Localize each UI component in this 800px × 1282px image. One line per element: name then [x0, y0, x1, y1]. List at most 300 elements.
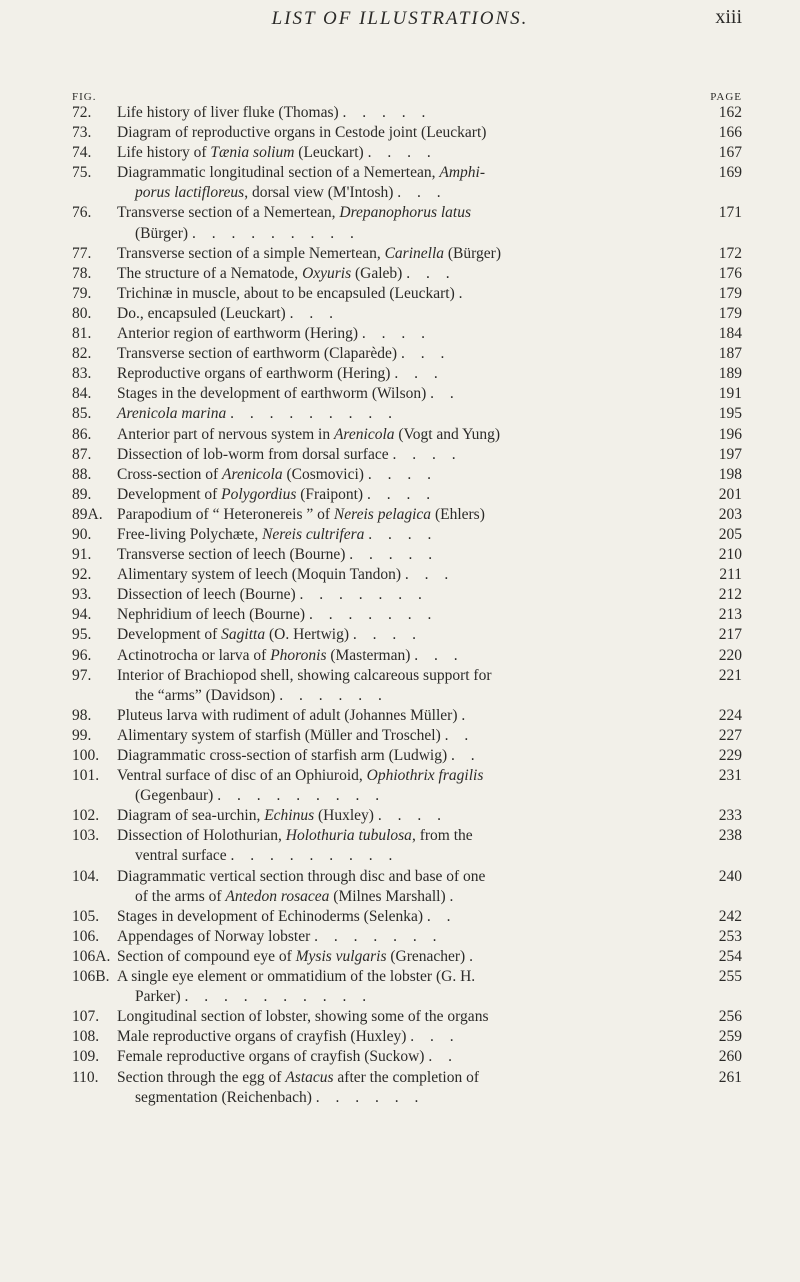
figure-number: 98.	[72, 706, 92, 724]
figure-number: 95.	[72, 626, 92, 644]
figure-number: 99.	[72, 726, 92, 744]
leader-dots: . . . .	[367, 465, 437, 483]
caption-text: Parker)	[135, 988, 181, 1006]
caption-text: Interior of Brachiopod shell, showing calcareous support for	[117, 666, 492, 684]
page-ref: 166	[718, 124, 742, 142]
figure-caption	[117, 364, 708, 384]
caption-italic: Arenicola	[333, 425, 395, 443]
caption-text: (Bürger)	[444, 244, 501, 262]
figure-caption	[117, 565, 708, 585]
page-ref: 254	[718, 947, 742, 965]
caption-text: Do., encapsuled (Leuckart)	[117, 304, 286, 322]
caption-text: Dissection of Holothurian,	[117, 827, 286, 845]
list-item	[0, 163, 800, 203]
caption-text: Life history of liver fluke (Thomas)	[117, 104, 339, 121]
caption-text: Pluteus larva with rudiment of adult (Johannes Müller)	[117, 706, 458, 724]
list-item	[0, 806, 800, 826]
list-item	[0, 1027, 800, 1047]
figure-caption	[117, 1027, 708, 1047]
list-item	[0, 605, 800, 625]
figure-caption	[117, 867, 708, 907]
caption-line	[117, 1008, 488, 1025]
caption-line	[117, 566, 454, 583]
caption-text: Appendages of Norway lobster	[117, 927, 311, 945]
caption-text: Development of	[117, 485, 222, 503]
caption-text: ventral surface	[135, 847, 227, 865]
caption-line	[117, 727, 474, 744]
figure-number: 92.	[72, 566, 92, 584]
caption-line	[117, 948, 479, 965]
figure-number: 87.	[72, 445, 92, 463]
page-ref: 217	[718, 626, 742, 644]
figure-caption	[117, 1068, 708, 1108]
figure-caption	[117, 143, 708, 163]
caption-text: Alimentary system of leech (Moquin Tandon)	[117, 566, 402, 584]
caption-italic: Phoronis	[270, 646, 327, 664]
caption-line	[117, 827, 473, 844]
figure-caption	[117, 123, 708, 143]
caption-text: Free-living Polychæte,	[117, 525, 263, 543]
page-ref: 201	[718, 485, 742, 503]
figure-caption	[117, 465, 708, 485]
leader-dots: . . . .	[368, 525, 438, 543]
page-ref: 176	[718, 264, 742, 282]
page-ref: 224	[718, 706, 742, 724]
caption-line	[117, 968, 475, 985]
page-ref: 210	[718, 546, 742, 564]
caption-text: Diagram of reproductive organs in Cestode joint (Leuckart)	[117, 124, 487, 142]
figure-caption	[117, 726, 708, 746]
list-item	[0, 666, 800, 706]
page-ref: 197	[718, 445, 742, 463]
list-item	[0, 505, 800, 525]
caption-text: (Leuckart)	[294, 144, 364, 162]
list-item	[0, 284, 800, 304]
figure-caption	[117, 545, 708, 565]
caption-text: A single eye element or ommatidium of the lobster (G. H.	[117, 968, 476, 986]
page-ref: 260	[718, 1048, 742, 1066]
figure-number: 89A.	[72, 505, 103, 523]
figure-number: 106.	[72, 927, 100, 945]
figure-number: 108.	[72, 1028, 100, 1046]
caption-text: Parapodium of “ Heteronereis ” of	[117, 505, 334, 523]
page-ref: 242	[718, 907, 742, 925]
caption-text: Dissection of lob-worm from dorsal surface	[117, 445, 389, 463]
caption-line	[117, 586, 428, 603]
leader-dots: . . .	[394, 365, 444, 383]
caption-text: Section of compound eye of	[117, 947, 296, 965]
caption-text: Transverse section of earthworm (Claparède)	[117, 345, 398, 363]
leader-dots: . . . . .	[342, 104, 432, 121]
caption-text: Trichinæ in muscle, about to be encapsuled (Leuckart)	[117, 284, 455, 302]
page-ref: 169	[718, 164, 742, 182]
list-item	[0, 826, 800, 866]
figure-number: 102.	[72, 807, 100, 825]
page-ref: 261	[718, 1068, 742, 1086]
caption-text: (Masterman)	[326, 646, 411, 664]
list-item	[0, 344, 800, 364]
caption-text: Development of	[117, 626, 222, 644]
list-item	[0, 907, 800, 927]
running-header-title: LIST OF ILLUSTRATIONS.	[271, 8, 529, 29]
caption-text: Transverse section of a simple Nemertean,	[117, 244, 385, 262]
figure-number: 88.	[72, 465, 92, 483]
leader-dots: . . .	[414, 646, 464, 664]
caption-line	[117, 1048, 458, 1065]
figure-number: 73.	[72, 124, 92, 142]
page-ref: 211	[719, 566, 742, 584]
figure-caption	[117, 344, 708, 364]
page-ref: 187	[718, 345, 742, 363]
figure-number: 90.	[72, 525, 92, 543]
caption-line	[117, 446, 462, 463]
caption-text: the “arms” (Davidson)	[135, 686, 276, 704]
caption-line	[117, 928, 443, 945]
leader-dots: . . . . . . . . .	[217, 787, 386, 805]
figure-number: 84.	[72, 385, 92, 403]
caption-continuation	[117, 846, 708, 866]
page-ref: 171	[718, 204, 742, 222]
caption-text: Section through the egg of	[117, 1068, 286, 1086]
caption-continuation	[117, 224, 708, 244]
caption-line	[117, 546, 438, 563]
list-item	[0, 646, 800, 666]
leader-dots: . . .	[406, 264, 456, 282]
leader-dots: . .	[426, 907, 457, 925]
list-item	[0, 425, 800, 445]
caption-italic: Oxyuris	[302, 264, 352, 282]
caption-continuation	[117, 1088, 708, 1108]
leader-dots: . . . .	[366, 485, 437, 503]
figure-caption	[117, 806, 708, 826]
leader-dots: . . . .	[361, 325, 432, 343]
list-item	[0, 927, 800, 947]
list-item	[0, 565, 800, 585]
caption-italic: Tænia solium	[210, 144, 295, 162]
caption-text: (Cosmovici)	[282, 465, 364, 483]
caption-text: Dissection of leech (Bourne)	[117, 586, 296, 604]
list-item	[0, 465, 800, 485]
list-item	[0, 304, 800, 324]
list-item	[0, 947, 800, 967]
list-item	[0, 103, 800, 123]
caption-text: Anterior part of nervous system in	[117, 425, 334, 443]
leader-dots: . .	[430, 385, 460, 403]
figure-number: 78.	[72, 264, 92, 282]
caption-italic: Mysis vulgaris	[295, 947, 387, 965]
list-item	[0, 867, 800, 907]
leader-dots: . . . . . .	[279, 686, 388, 704]
figure-number: 106B.	[72, 968, 110, 986]
caption-line	[117, 124, 486, 141]
figure-caption	[117, 404, 708, 424]
leader-dots: . . . . . . .	[299, 586, 428, 604]
caption-line	[117, 245, 501, 262]
figure-number: 96.	[72, 646, 92, 664]
leader-dots: . . . . . . . . .	[191, 224, 360, 242]
page-column-label: PAGE	[710, 91, 742, 103]
leader-dots: . . . .	[352, 626, 423, 644]
figure-caption	[117, 927, 708, 947]
caption-line	[117, 747, 481, 764]
list-item	[0, 244, 800, 264]
figure-number: 89.	[72, 485, 92, 503]
caption-text: Anterior region of earthworm (Hering)	[117, 325, 359, 343]
caption-italic: Amphi-	[439, 164, 486, 182]
caption-text: (Fraipont)	[296, 485, 364, 503]
caption-italic: Nereis cultrifera	[262, 525, 365, 543]
figure-number: 83.	[72, 365, 92, 383]
leader-dots: . . .	[400, 345, 451, 363]
figure-number: 72.	[72, 104, 92, 121]
leader-dots: . . . . . . . . .	[230, 405, 398, 423]
figure-caption	[117, 625, 708, 645]
page-ref: 191	[718, 385, 742, 403]
caption-text: Transverse section of leech (Bourne)	[117, 546, 346, 564]
leader-dots: . .	[444, 726, 475, 744]
figure-number: 94.	[72, 606, 92, 624]
figure-caption	[117, 505, 708, 525]
figure-caption	[117, 425, 708, 445]
figure-caption	[117, 284, 708, 304]
list-item	[0, 264, 800, 284]
caption-italic: porus lactifloreus	[135, 184, 245, 202]
figure-number: 93.	[72, 586, 92, 604]
caption-line	[117, 164, 485, 181]
fig-column-label: FIG.	[72, 91, 97, 103]
caption-italic: Drepanophorus latus	[339, 204, 472, 222]
caption-line	[117, 285, 469, 302]
caption-italic: Nereis pelagica	[333, 505, 432, 523]
leader-dots: .	[469, 947, 479, 965]
list-item	[0, 585, 800, 605]
caption-continuation	[117, 887, 708, 907]
page-ref: 196	[718, 425, 742, 443]
leader-dots: . . . . . . .	[308, 606, 438, 624]
list-item	[0, 143, 800, 163]
leader-dots: . . . . . . . . .	[230, 847, 399, 865]
figure-caption	[117, 605, 708, 625]
caption-text: Alimentary system of starfish (Müller and Troschel)	[117, 726, 441, 744]
leader-dots: . . .	[410, 1028, 460, 1046]
caption-text: Ventral surface of disc of an Ophiuroid,	[117, 767, 367, 785]
caption-line	[117, 486, 436, 503]
caption-line	[117, 345, 450, 362]
caption-line	[117, 265, 456, 282]
caption-text: of the arms of	[135, 887, 226, 905]
figure-number: 101.	[72, 767, 100, 785]
caption-text: Actinotrocha or larva of	[117, 646, 271, 664]
figure-caption	[117, 103, 708, 123]
caption-line	[117, 667, 491, 684]
figure-caption	[117, 646, 708, 666]
caption-italic: Arenicola	[222, 465, 283, 483]
leader-dots: . . .	[397, 184, 447, 202]
caption-line	[117, 426, 500, 443]
figure-caption	[117, 525, 708, 545]
list-item	[0, 726, 800, 746]
caption-text: (Galeb)	[351, 264, 403, 282]
caption-line	[117, 405, 398, 422]
page-ref: 255	[718, 968, 742, 986]
figure-caption	[117, 304, 708, 324]
list-item	[0, 324, 800, 344]
page-ref: 231	[718, 767, 742, 785]
caption-line	[117, 104, 431, 121]
caption-text: (O. Hertwig)	[265, 626, 350, 644]
figure-caption	[117, 203, 708, 243]
figure-caption	[117, 666, 708, 706]
list-item	[0, 404, 800, 424]
list-item	[0, 967, 800, 1007]
page-ref: 212	[718, 586, 742, 604]
figure-number: 86.	[72, 425, 92, 443]
figure-caption	[117, 264, 708, 284]
caption-continuation	[117, 786, 708, 806]
page-ref: 256	[718, 1008, 742, 1026]
caption-italic: Ophiothrix fragilis	[366, 767, 484, 785]
caption-text: Cross-section of	[117, 465, 223, 483]
caption-line	[117, 466, 437, 483]
caption-line	[117, 325, 431, 342]
list-item	[0, 1047, 800, 1067]
page-ref: 253	[718, 927, 742, 945]
page-ref: 184	[718, 325, 742, 343]
figure-number: 82.	[72, 345, 92, 363]
figure-caption	[117, 585, 708, 605]
caption-continuation	[117, 686, 708, 706]
list-item	[0, 545, 800, 565]
figure-number: 85.	[72, 405, 92, 423]
figure-caption	[117, 1047, 708, 1067]
caption-italic: Echinus	[264, 807, 315, 825]
page-ref: 229	[718, 747, 742, 764]
page-number: xiii	[715, 6, 742, 28]
page-ref: 240	[718, 867, 742, 885]
figure-number: 74.	[72, 144, 92, 162]
page-ref: 259	[718, 1028, 742, 1046]
page-ref: 195	[718, 405, 742, 423]
caption-line	[117, 365, 444, 382]
figure-number: 105.	[72, 907, 100, 925]
list-item	[0, 1007, 800, 1027]
leader-dots: . .	[451, 747, 481, 764]
caption-text: Reproductive organs of earthworm (Hering)	[117, 365, 391, 383]
caption-line	[117, 1069, 479, 1086]
figure-number: 100.	[72, 747, 100, 764]
caption-italic: Polygordius	[221, 485, 297, 503]
caption-line	[117, 868, 485, 885]
caption-text: Diagrammatic longitudinal section of a Nemertean,	[117, 164, 440, 182]
caption-text: Transverse section of a Nemertean,	[117, 204, 340, 222]
page-ref: 238	[718, 827, 742, 845]
leader-dots: . . . .	[377, 807, 447, 825]
list-item	[0, 625, 800, 645]
figure-number: 109.	[72, 1048, 100, 1066]
caption-line	[117, 767, 483, 784]
leader-dots: .	[449, 887, 460, 905]
figure-number: 103.	[72, 827, 100, 845]
figure-number: 91.	[72, 546, 92, 564]
illustration-list	[0, 103, 800, 1108]
page-ref: 205	[718, 525, 742, 543]
caption-line	[117, 606, 437, 623]
caption-italic: Antedon rosacea	[225, 887, 330, 905]
figure-number: 75.	[72, 164, 92, 182]
page-ref: 233	[718, 807, 742, 825]
leader-dots: . . . . . .	[315, 1088, 425, 1106]
figure-number: 104.	[72, 867, 100, 885]
leader-dots: . . . . . . .	[314, 927, 443, 945]
caption-italic: Arenicola marina	[117, 405, 227, 423]
caption-text: segmentation (Reichenbach)	[135, 1088, 312, 1106]
caption-text: (Milnes Marshall)	[329, 887, 446, 905]
caption-text: (Ehlers)	[431, 505, 485, 523]
figure-number: 77.	[72, 244, 92, 262]
caption-text: Life history of	[117, 144, 211, 162]
figure-caption	[117, 766, 708, 806]
list-item	[0, 525, 800, 545]
figure-caption	[117, 947, 708, 967]
caption-text: (Gegenbaur)	[135, 787, 214, 805]
leader-dots: . . .	[289, 304, 339, 322]
list-item	[0, 123, 800, 143]
leader-dots: . . . .	[392, 445, 462, 463]
caption-italic: Carinella	[384, 244, 445, 262]
figure-caption	[117, 163, 708, 203]
caption-italic: Astacus	[285, 1068, 334, 1086]
leader-dots: . . . .	[367, 144, 437, 162]
figure-number: 97.	[72, 666, 92, 684]
caption-text: , dorsal view (M'Intosh)	[244, 184, 394, 202]
leader-dots: . .	[428, 1048, 458, 1066]
leader-dots: . . . . .	[349, 546, 439, 564]
caption-text: (Grenacher)	[386, 947, 466, 965]
page-ref: 189	[718, 365, 742, 383]
caption-line	[117, 385, 460, 402]
page-ref: 179	[718, 284, 742, 302]
caption-text: (Vogt and Yung)	[394, 425, 500, 443]
page-ref: 198	[718, 465, 742, 483]
figure-caption	[117, 244, 708, 264]
list-item	[0, 364, 800, 384]
figure-number: 107.	[72, 1008, 100, 1026]
caption-text: (Huxley)	[314, 807, 374, 825]
caption-text: Nephridium of leech (Bourne)	[117, 606, 306, 624]
page-ref: 179	[718, 304, 742, 322]
figure-caption	[117, 324, 708, 344]
list-item	[0, 384, 800, 404]
figure-caption	[117, 706, 708, 726]
figure-caption	[117, 746, 708, 766]
leader-dots: .	[458, 284, 469, 302]
caption-continuation	[117, 987, 708, 1007]
caption-line	[117, 1028, 460, 1045]
caption-text: Male reproductive organs of crayfish (Huxley)	[117, 1028, 407, 1046]
caption-text: Female reproductive organs of crayfish (Suckow)	[117, 1048, 425, 1066]
caption-text: Stages in development of Echinoderms (Selenka)	[117, 907, 424, 925]
figure-caption	[117, 826, 708, 866]
caption-text: after the completion of	[333, 1068, 480, 1086]
caption-continuation	[117, 183, 708, 203]
list-item	[0, 203, 800, 243]
caption-line	[117, 204, 471, 221]
page-ref: 203	[718, 505, 742, 523]
leader-dots: . . .	[404, 566, 455, 584]
figure-caption	[117, 445, 708, 465]
caption-text: Diagram of sea-urchin,	[117, 807, 265, 825]
caption-text: , from the	[411, 827, 473, 845]
